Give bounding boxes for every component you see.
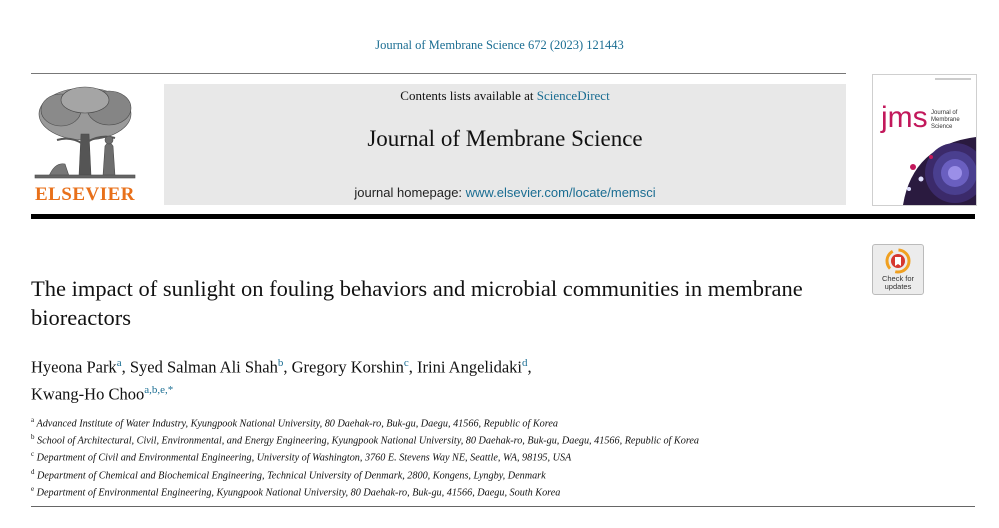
affiliation-text: School of Architectural, Civil, Environmental, and Energy Engineering, Kyungpook National University, 80 Daehak-ro, Buk-gu, Daegu, 41566, Republic of Korea [37, 435, 700, 447]
affiliation-key: c [31, 450, 35, 459]
journal-cover-thumbnail[interactable] [872, 74, 977, 206]
cover-subtitle-1: Journal of [931, 110, 958, 116]
author-separator: , [408, 357, 418, 377]
check-updates-line1: Check for [881, 274, 915, 283]
affiliation-text: Advanced Institute of Water Industry, Kyungpook National University, 80 Daehak-ro, Buk-gu, Daegu, 41566, Republic of Korea [36, 418, 558, 430]
homepage-prefix: journal homepage: [354, 185, 466, 200]
affiliation-item [31, 466, 931, 483]
author-name[interactable]: Irini Angelidaki [417, 357, 522, 377]
cover-subtitle-2: Membrane [931, 117, 960, 123]
homepage-line [164, 185, 846, 200]
header-thick-rule [31, 214, 975, 219]
affiliation-item [31, 414, 931, 431]
contents-line [164, 88, 846, 104]
affiliation-key: d [31, 467, 35, 476]
journal-citation[interactable]: Journal of Membrane Science 672 (2023) 121443 [375, 38, 624, 52]
author-affil-marker[interactable]: a,b,e,* [144, 383, 174, 396]
author-name[interactable]: Syed Salman Ali Shah [129, 357, 278, 377]
contents-prefix: Contents lists available at [400, 88, 537, 103]
author-separator: , [283, 357, 292, 377]
affiliation-item [31, 431, 931, 448]
top-divider [31, 73, 846, 74]
cover-jms-logo: jms [881, 101, 928, 134]
check-updates-label [873, 275, 923, 291]
author-affil-marker[interactable]: a [116, 357, 122, 369]
journal-header-box [164, 84, 846, 205]
author-name[interactable]: Gregory Korshin [291, 357, 404, 377]
elsevier-logo[interactable] [31, 84, 139, 206]
author-name[interactable]: Kwang-Ho Choo [31, 384, 145, 403]
elsevier-tree-icon [31, 84, 139, 182]
affiliation-text: Department of Environmental Engineering, Kyungpook National University, 80 Daehak-ro, Buk-gu, 41566, Daegu, South Korea [36, 487, 561, 499]
affiliation-item [31, 483, 931, 500]
affiliation-key: e [31, 484, 35, 493]
affiliation-key: a [31, 416, 35, 424]
bottom-divider [31, 506, 975, 507]
author-separator: , [527, 357, 532, 377]
author-separator: , [121, 357, 130, 377]
elsevier-wordmark: ELSEVIER [34, 184, 136, 205]
affiliation-list [31, 414, 931, 500]
author-affil-marker[interactable]: c [403, 357, 409, 369]
author-affil-marker[interactable]: b [277, 357, 284, 369]
affiliation-text: Department of Civil and Environmental Engineering, University of Washington, 3760 E. Stevens Way NE, Seattle, WA, 98195, USA [36, 452, 572, 464]
affiliation-key: b [31, 433, 35, 442]
author-affil-marker[interactable]: d [522, 357, 528, 369]
check-updates-line2: updates [884, 282, 912, 291]
article-title: The impact of sunlight on fouling behaviors and microbial communities in membrane bioreactors [31, 276, 803, 330]
check-for-updates-button[interactable] [872, 244, 924, 295]
sciencedirect-link[interactable]: ScienceDirect [536, 88, 610, 103]
author-name[interactable]: Hyeona Park [31, 357, 117, 377]
check-updates-icon [873, 247, 923, 277]
author-list [31, 352, 851, 405]
cover-art-icon [873, 75, 976, 205]
affiliation-text: Department of Chemical and Biochemical Engineering, Technical University of Denmark, 2800, Kongens, Lyngby, Denmark [37, 469, 546, 481]
affiliation-item [31, 448, 931, 465]
cover-subtitle-3: Science [931, 124, 953, 130]
journal-homepage-link[interactable]: www.elsevier.com/locate/memsci [465, 185, 656, 200]
journal-name: Journal of Membrane Science [367, 126, 643, 151]
